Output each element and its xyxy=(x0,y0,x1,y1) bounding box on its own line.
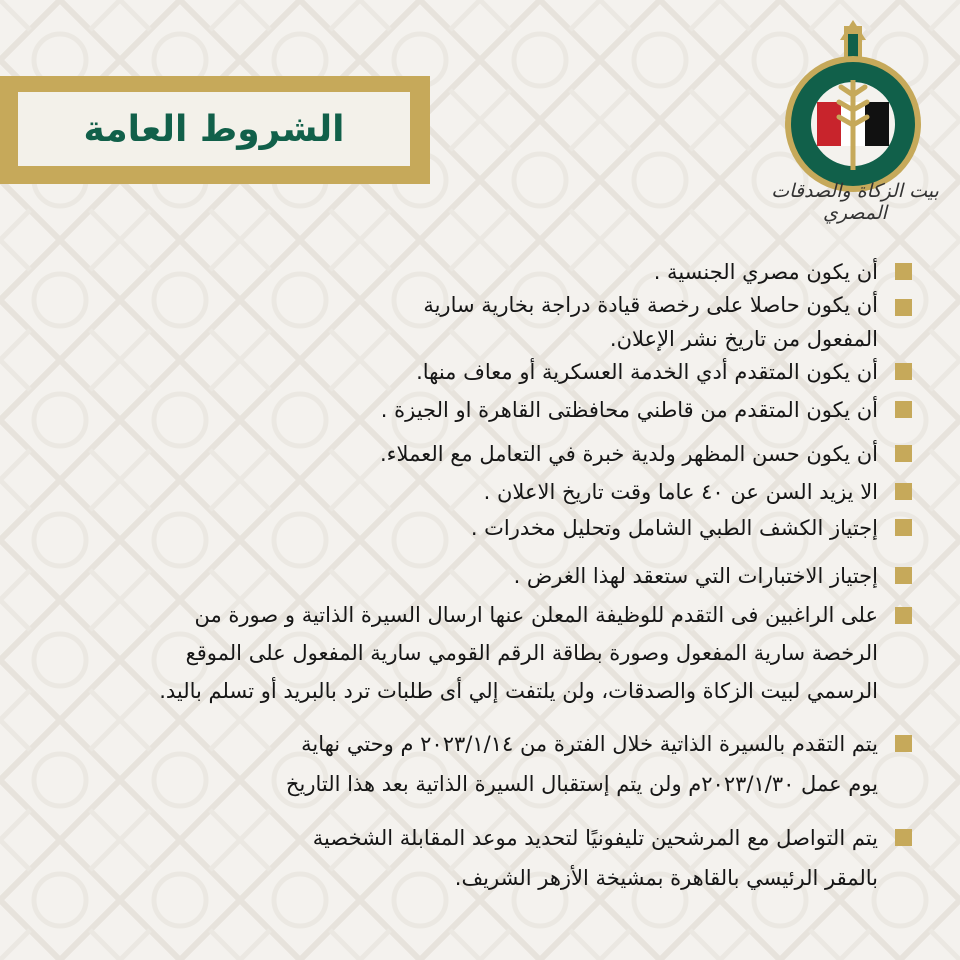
condition-item xyxy=(40,596,912,716)
condition-item xyxy=(40,352,912,392)
bullet-square-icon xyxy=(895,401,912,418)
logo-name: بيت الزكاة والصدقات المصري xyxy=(771,180,939,224)
condition-item xyxy=(40,724,912,804)
bullet-square-icon xyxy=(895,363,912,380)
condition-text: أن يكون المتقدم من قاطني محافظتى القاهرة او الجيزة . xyxy=(380,398,878,422)
condition-text: أن يكون المتقدم أدي الخدمة العسكرية أو معاف منها. xyxy=(416,360,878,384)
page-title: الشروط العامة xyxy=(83,108,345,150)
bullet-square-icon xyxy=(895,829,912,846)
condition-item xyxy=(40,556,912,596)
condition-text: إجتياز الاختبارات التي ستعقد لهذا الغرض . xyxy=(513,564,878,588)
condition-text: أن يكون مصري الجنسية . xyxy=(653,260,878,284)
condition-text: على الراغبين فى التقدم للوظيفة المعلن عنها ارسال السيرة الذاتية و صورة من الرخصة سارية المفعول وصورة بطاقة الرقم القومي سارية المفعول على الموقع الرسمي لبيت الزكاة والصدقات، ولن يلتفت إلي أى طلبات ترد بالبريد أو تسلم باليد. xyxy=(159,603,878,703)
condition-text: أن يكون حاصلا على رخصة قيادة دراجة بخارية سارية المفعول من تاريخ نشر الإعلان. xyxy=(423,293,878,351)
bullet-square-icon xyxy=(895,607,912,624)
bullet-square-icon xyxy=(895,263,912,280)
bullet-square-icon xyxy=(895,735,912,752)
bullet-square-icon xyxy=(895,483,912,500)
condition-item xyxy=(40,818,912,898)
condition-text: أن يكون حسن المظهر ولدية خبرة في التعامل مع العملاء. xyxy=(380,442,878,466)
bullet-square-icon xyxy=(895,519,912,536)
condition-text: يتم التواصل مع المرشحين تليفونيًا لتحديد موعد المقابلة الشخصية بالمقر الرئيسي بالقاهرة بمشيخة الأزهر الشريف. xyxy=(312,826,878,890)
condition-text: يتم التقدم بالسيرة الذاتية خلال الفترة من ٢٠٢٣/١/١٤ م وحتي نهاية يوم عمل ٢٠٢٣/١/٣٠م ولن يتم إستقبال السيرة الذاتية بعد هذا التاريخ xyxy=(285,732,878,796)
condition-item xyxy=(40,508,912,548)
bullet-square-icon xyxy=(895,567,912,584)
condition-item xyxy=(40,472,912,512)
condition-text: الا يزيد السن عن ٤٠ عاما وقت تاريخ الاعلان . xyxy=(483,480,878,504)
condition-item xyxy=(40,434,912,474)
condition-text: إجتياز الكشف الطبي الشامل وتحليل مخدرات . xyxy=(470,516,878,540)
condition-item xyxy=(40,390,912,430)
condition-item xyxy=(40,252,912,292)
bullet-square-icon xyxy=(895,445,912,462)
bullet-square-icon xyxy=(895,299,912,316)
